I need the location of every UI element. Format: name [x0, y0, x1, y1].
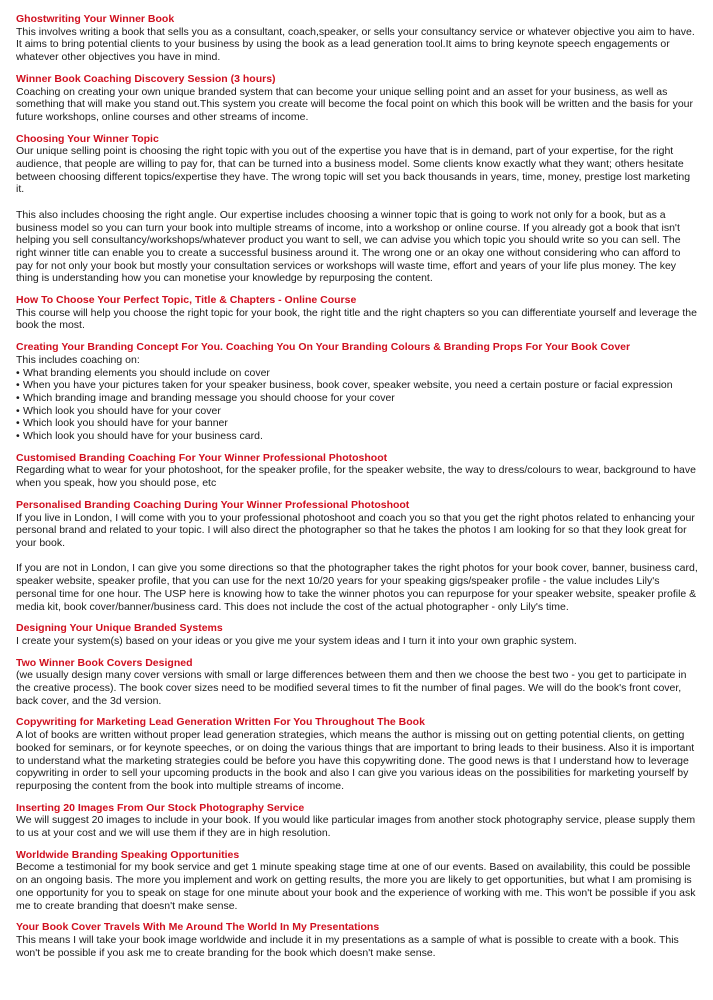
section-branding-concept: [16, 341, 700, 443]
section-stock-images: [16, 802, 700, 840]
section-heading: Winner Book Coaching Discovery Session (3 hours): [16, 72, 276, 85]
section-branded-systems: [16, 622, 700, 647]
section-online-course: [16, 294, 700, 332]
list-item-text: When you have your pictures taken for your speaker business, book cover, speaker website, you need a certain posture or facial expression: [23, 379, 673, 392]
bullet-icon: •: [16, 417, 20, 430]
section-copywriting: [16, 716, 700, 792]
list-item-text: Which look you should have for your cover: [23, 404, 221, 417]
section-heading: Ghostwriting Your Winner Book: [16, 13, 175, 25]
section-heading: Choosing Your Winner Topic: [16, 132, 159, 145]
section-paragraph: I create your system(s) based on your ideas or you give me your system ideas and I turn it into your own graphic system.: [16, 634, 577, 647]
section-heading: Creating Your Branding Concept For You. Coaching You On Your Branding Colours & Branding Props For Your Book Cover: [16, 341, 631, 354]
section-choosing-topic: [16, 133, 700, 285]
section-paragraph: Coaching on creating your own unique branded system that can become your unique selling point and an asset for your business, as well as something that will make you stand out.This system you create will become the focal point on which this book will be written and the basis for your future workshops, online courses and other streams of income.: [16, 85, 693, 123]
section-paragraph: This involves writing a book that sells you as a consultant, coach,speaker, or sells your consultancy service or whatever objective you aim to have. It aims to bring potential clients to your business by using the book as a lead generation tool.It aims to bring keynote speech engagements or whatever other objectives you have in mind.: [16, 25, 695, 64]
bullet-list: [16, 367, 700, 443]
section-discovery-session: [16, 73, 700, 124]
section-paragraph: Our unique selling point is choosing the right topic with you out of the expertise you have that is in demand, part of your expertise, for the right audience, that people are willing to pay for, that can be turned into a business model. Some clients know exactly what they want; others hesitate between choosing different topics/expertise they have. The wrong topic will set you back thousands in years, time, money, prestige lost marketing it.: [16, 145, 691, 196]
section-ghostwriting: [16, 13, 700, 64]
list-item: [16, 367, 700, 380]
section-paragraph: This includes coaching on:: [16, 353, 140, 366]
bullet-icon: •: [16, 379, 20, 392]
list-item-text: Which branding image and branding message you should choose for your cover: [23, 391, 395, 404]
section-paragraph: Become a testimonial for my book service and get 1 minute speaking stage time at one of our events. Based on availability, this could be possible on an ongoing basis. The more you implement and work on getting results, the more you are likely to get opportunities, but what I am promising is one opportunity for you to speak on stage for one minute about your book and the experience of working with me. This won't be possible if you ask me to create branding that doesn't make sense.: [16, 861, 696, 912]
list-item: [16, 417, 700, 430]
bullet-icon: •: [16, 366, 20, 379]
section-book-covers: [16, 657, 700, 708]
section-paragraph: A lot of books are written without proper lead generation strategies, which means the author is missing out on getting potential clients, on getting booked for seminars, or for keynote speeches, or on doing the various things that are important to bring leads to their business. Also it is important to understand what the marketing strategies could be before you have this copywriting done. The good news is that I understand how to leverage copywriting in order to sell your upcoming products in the book and also I can give you various ideas on the possibilities for marketing yourself by repurposing the content from the book into multiple streams of income.: [16, 729, 695, 792]
section-heading: Copywriting for Marketing Lead Generation Written For You Throughout The Book: [16, 716, 425, 729]
section-paragraph: We will suggest 20 images to include in your book. If you would like particular images from another stock photography service, please supply them to us at your cost and we will use them if they are in high resolution.: [16, 814, 696, 840]
bullet-icon: •: [16, 430, 20, 443]
list-item-text: Which look you should have for your business card.: [23, 430, 263, 443]
section-heading: Worldwide Branding Speaking Opportunities: [16, 848, 240, 861]
section-photoshoot-coaching: [16, 452, 700, 490]
list-item: [16, 405, 700, 418]
list-item-text: What branding elements you should include on cover: [23, 366, 270, 379]
section-heading: Inserting 20 Images From Our Stock Photography Service: [16, 801, 305, 814]
section-heading: Designing Your Unique Branded Systems: [16, 622, 223, 635]
section-heading: Personalised Branding Coaching During Your Winner Professional Photoshoot: [16, 498, 410, 511]
section-paragraph: (we usually design many cover versions with small or large differences between them and then we choose the best two - you get to participate in the creative process). The book cover sizes need to be modified several times to fit the number of final pages. We will do the book's front cover, back cover, and the 3d version.: [16, 669, 687, 707]
section-paragraph: This course will help you choose the right topic for your book, the right title and the right chapters so you can differentiate yourself and leverage the book the most.: [16, 306, 697, 332]
section-paragraph: Regarding what to wear for your photoshoot, for the speaker profile, for the speaker website, the way to dress/colours to wear, background to have when you speak, how you should pose, etc: [16, 464, 696, 490]
list-item: [16, 430, 700, 443]
list-item: [16, 379, 700, 392]
section-photoshoot-personal: [16, 499, 700, 613]
service-description-document: [16, 13, 700, 968]
list-item: [16, 392, 700, 405]
list-item-text: Which look you should have for your banner: [23, 417, 228, 430]
section-paragraph: If you live in London, I will come with you to your professional photoshoot and coach you so that you get the right photos related to enhancing your personal brand and related to your topic. I will also direct the photographer so that he takes the photos I am looking for so that they look great for your book.: [16, 511, 695, 549]
section-heading: Customised Branding Coaching For Your Winner Professional Photoshoot: [16, 451, 388, 464]
section-paragraph: If you are not in London, I can give you some directions so that the photographer takes the right photos for your book cover, banner, business card, speaker website, speaker profile, that you can use for the next 10/20 years for your speaking gigs/speaker profile - the value includes Lily's personal time for one hour. The USP here is knowing how to take the winner photos you can repurpose for your speaker website, speaker profile & media kit, book cover/banner/business card. This does not include the cost of the actual photographer - only Lily's time.: [16, 562, 698, 613]
bullet-icon: •: [16, 404, 20, 417]
section-paragraph: This means I will take your book image worldwide and include it in my presentations as a sample of what is possible to create with a book. This won't be possible if you ask me to create branding for the book which doesn't make sense.: [16, 933, 679, 959]
section-speaking-opportunities: [16, 849, 700, 913]
section-book-cover-travels: [16, 921, 700, 959]
section-heading: Two Winner Book Covers Designed: [16, 656, 193, 669]
section-heading: Your Book Cover Travels With Me Around The World In My Presentations: [16, 921, 380, 934]
bullet-icon: •: [16, 391, 20, 404]
section-heading: How To Choose Your Perfect Topic, Title & Chapters - Online Course: [16, 294, 357, 307]
section-paragraph: This also includes choosing the right angle. Our expertise includes choosing a winner topic that is going to work not only for a book, but as a business model so you can turn your book into multiple streams of income, into a workshop or online course. If you already got a book that isn't helping you sell consultancy/workshops/whatever product you want to sell, we can advise you which topic you should write so you can sell. The right winner title can enable you to create a successful business around it. The wrong one or an okay one without considering who can afford to pay for not only your book but mostly your consultation services or workshops will waste time, effort and years of your life plus money. The key thing is understanding how you can monetise your knowledge by repurposing the content.: [16, 208, 681, 285]
